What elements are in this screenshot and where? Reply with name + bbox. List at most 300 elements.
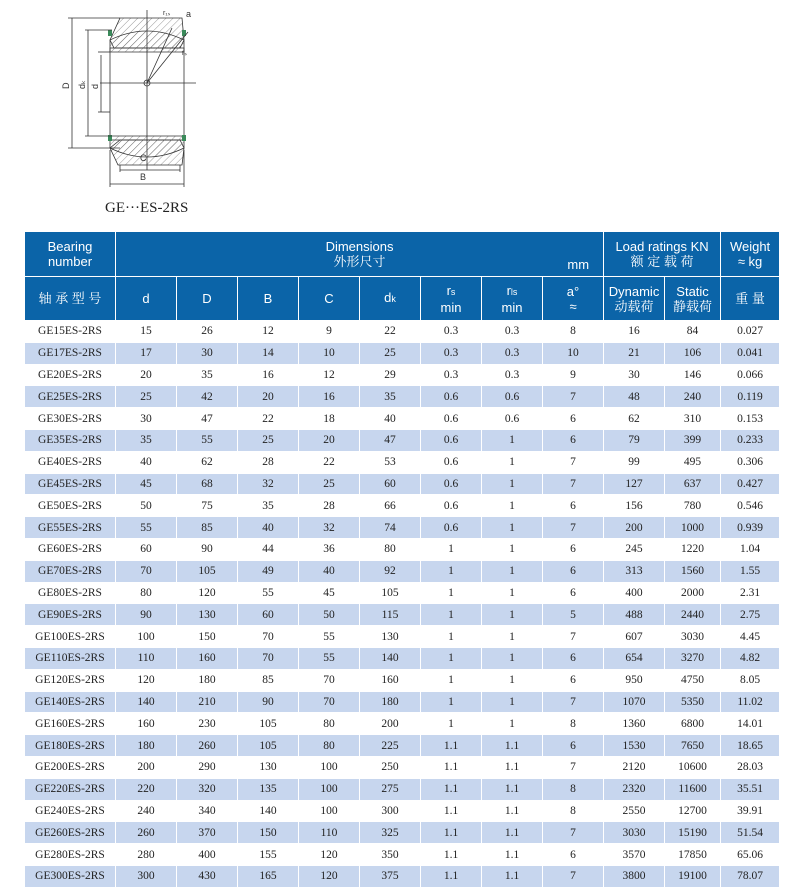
table-cell: 14 (238, 342, 299, 364)
unit-mm: mm (567, 257, 590, 272)
table-cell: 45 (116, 473, 177, 495)
table-cell: 300 (116, 865, 177, 887)
static-label: Static (676, 283, 709, 299)
table-cell: 0.939 (721, 517, 780, 539)
table-cell: 22 (238, 408, 299, 430)
table-cell: 140 (238, 800, 299, 822)
table-cell: 80 (360, 538, 421, 560)
table-cell: 106 (665, 342, 721, 364)
col-r1s (482, 277, 543, 321)
table-cell: 1 (482, 560, 543, 582)
table-cell: 6 (543, 538, 604, 560)
table-cell: 110 (299, 822, 360, 844)
bearing-model-cell: GE60ES-2RS (25, 538, 116, 560)
table-cell: 0.6 (421, 517, 482, 539)
table-cell: 15 (116, 321, 177, 343)
table-cell: 1360 (604, 713, 665, 735)
table-cell: 2320 (604, 778, 665, 800)
table-cell: 1530 (604, 735, 665, 757)
table-cell: 100 (299, 800, 360, 822)
table-cell: 55 (238, 582, 299, 604)
table-cell: 180 (177, 669, 238, 691)
table-cell: 0.6 (482, 386, 543, 408)
table-cell: 150 (177, 626, 238, 648)
table-cell: 40 (116, 451, 177, 473)
table-cell: 120 (299, 844, 360, 866)
table-cell: 250 (360, 756, 421, 778)
table-cell: 35 (116, 429, 177, 451)
table-cell: 20 (116, 364, 177, 386)
table-cell: 47 (360, 429, 421, 451)
table-cell: 7 (543, 517, 604, 539)
label-r1s: r₁ₛ (163, 10, 171, 17)
bearing-model-cell: GE90ES-2RS (25, 604, 116, 626)
table-cell: 1.1 (482, 756, 543, 778)
table-cell: 2440 (665, 604, 721, 626)
table-cell: 155 (238, 844, 299, 866)
table-cell: 1 (482, 429, 543, 451)
table-cell: 60 (360, 473, 421, 495)
table-row (25, 865, 780, 887)
table-cell: 127 (604, 473, 665, 495)
table-cell: 4.82 (721, 647, 780, 669)
bearing-model-cell: GE70ES-2RS (25, 560, 116, 582)
bearing-model-cell: GE300ES-2RS (25, 865, 116, 887)
col-weight-cn: 重 量 (721, 277, 780, 321)
table-cell: 0.066 (721, 364, 780, 386)
bearing-model-cell: GE50ES-2RS (25, 495, 116, 517)
table-cell: 74 (360, 517, 421, 539)
table-cell: 7 (543, 756, 604, 778)
table-cell: 3030 (665, 626, 721, 648)
table-cell: 340 (177, 800, 238, 822)
table-cell: 26 (177, 321, 238, 343)
dimensions-cn: 外形尺寸 (333, 254, 386, 269)
dk-sub: k (391, 294, 396, 304)
dimensions-label: Dimensions (325, 239, 394, 254)
col-static (665, 277, 721, 321)
table-cell: 11.02 (721, 691, 780, 713)
table-cell: 430 (177, 865, 238, 887)
table-cell: 6 (543, 495, 604, 517)
table-cell: 0.546 (721, 495, 780, 517)
table-cell: 28.03 (721, 756, 780, 778)
table-cell: 1 (482, 538, 543, 560)
table-cell: 7 (543, 451, 604, 473)
table-row (25, 800, 780, 822)
table-cell: 55 (116, 517, 177, 539)
table-cell: 0.3 (482, 342, 543, 364)
table-cell: 200 (360, 713, 421, 735)
table-cell: 399 (665, 429, 721, 451)
table-cell: 8 (543, 778, 604, 800)
table-cell: 39.91 (721, 800, 780, 822)
table-cell: 1 (482, 582, 543, 604)
table-cell: 6 (543, 429, 604, 451)
table-row (25, 647, 780, 669)
table-cell: 495 (665, 451, 721, 473)
table-cell: 80 (299, 735, 360, 757)
table-cell: 40 (238, 517, 299, 539)
table-cell: 5350 (665, 691, 721, 713)
table-cell: 6800 (665, 713, 721, 735)
table-cell: 1 (482, 713, 543, 735)
label-C: C (140, 153, 147, 163)
table-cell: 280 (116, 844, 177, 866)
bearing-model-cell: GE17ES-2RS (25, 342, 116, 364)
col-dynamic (604, 277, 665, 321)
table-cell: 120 (299, 865, 360, 887)
table-row (25, 560, 780, 582)
table-cell: 310 (665, 408, 721, 430)
table-cell: 1.1 (421, 844, 482, 866)
table-row (25, 517, 780, 539)
table-row (25, 713, 780, 735)
table-cell: 120 (116, 669, 177, 691)
table-cell: 55 (177, 429, 238, 451)
table-cell: 1000 (665, 517, 721, 539)
table-cell: 1.1 (482, 778, 543, 800)
table-cell: 5 (543, 604, 604, 626)
table-cell: 85 (177, 517, 238, 539)
table-cell: 3270 (665, 647, 721, 669)
table-cell: 25 (238, 429, 299, 451)
table-row (25, 822, 780, 844)
table-cell: 6 (543, 582, 604, 604)
rs-sub: s (450, 286, 456, 297)
table-cell: 105 (238, 735, 299, 757)
table-cell: 17850 (665, 844, 721, 866)
table-row (25, 408, 780, 430)
table-cell: 1 (482, 495, 543, 517)
dynamic-cn: 动载荷 (614, 298, 654, 314)
bearing-model-cell: GE220ES-2RS (25, 778, 116, 800)
table-cell: 6 (543, 669, 604, 691)
table-cell: 20 (238, 386, 299, 408)
table-cell: 7 (543, 473, 604, 495)
table-cell: 607 (604, 626, 665, 648)
table-cell: 1 (482, 517, 543, 539)
table-cell: 350 (360, 844, 421, 866)
table-cell: 92 (360, 560, 421, 582)
table-cell: 4.45 (721, 626, 780, 648)
table-cell: 28 (238, 451, 299, 473)
dynamic-label: Dynamic (608, 283, 660, 299)
table-cell: 0.306 (721, 451, 780, 473)
table-row (25, 429, 780, 451)
label-B: B (140, 172, 147, 182)
table-cell: 62 (177, 451, 238, 473)
table-cell: 220 (116, 778, 177, 800)
table-cell: 6 (543, 735, 604, 757)
table-cell: 200 (604, 517, 665, 539)
table-cell: 70 (116, 560, 177, 582)
table-row (25, 321, 780, 343)
table-cell: 1 (482, 451, 543, 473)
table-cell: 3570 (604, 844, 665, 866)
table-cell: 105 (360, 582, 421, 604)
table-cell: 85 (238, 669, 299, 691)
table-cell: 400 (177, 844, 238, 866)
table-cell: 70 (238, 626, 299, 648)
table-cell: 260 (116, 822, 177, 844)
table-cell: 240 (116, 800, 177, 822)
load-label: Load ratings KN (615, 239, 709, 254)
table-cell: 32 (238, 473, 299, 495)
table-cell: 105 (238, 713, 299, 735)
bearing-model-cell: GE45ES-2RS (25, 473, 116, 495)
table-cell: 80 (116, 582, 177, 604)
table-cell: 105 (177, 560, 238, 582)
col-D: D (177, 277, 238, 321)
table-cell: 1.1 (421, 800, 482, 822)
table-row (25, 364, 780, 386)
table-row (25, 451, 780, 473)
table-cell: 1.1 (421, 778, 482, 800)
table-row (25, 844, 780, 866)
table-cell: 2.75 (721, 604, 780, 626)
table-cell: 1 (421, 560, 482, 582)
col-a (543, 277, 604, 321)
table-cell: 130 (360, 626, 421, 648)
table-cell: 160 (116, 713, 177, 735)
table-row (25, 669, 780, 691)
table-cell: 1.1 (421, 756, 482, 778)
bearing-model-cell: GE160ES-2RS (25, 713, 116, 735)
table-row (25, 582, 780, 604)
weight-label: Weight (729, 239, 771, 254)
table-cell: 320 (177, 778, 238, 800)
table-cell: 6 (543, 844, 604, 866)
table-cell: 1 (482, 626, 543, 648)
a-approx: ≈ (569, 298, 577, 314)
table-cell: 12700 (665, 800, 721, 822)
table-cell: 0.153 (721, 408, 780, 430)
table-cell: 150 (238, 822, 299, 844)
table-cell: 90 (116, 604, 177, 626)
table-cell: 70 (299, 691, 360, 713)
table-cell: 15190 (665, 822, 721, 844)
table-cell: 156 (604, 495, 665, 517)
table-cell: 47 (177, 408, 238, 430)
table-cell: 40 (360, 408, 421, 430)
table-cell: 0.027 (721, 321, 780, 343)
table-cell: 8 (543, 800, 604, 822)
table-cell: 0.6 (421, 408, 482, 430)
table-row (25, 386, 780, 408)
table-cell: 2120 (604, 756, 665, 778)
table-cell: 0.3 (482, 364, 543, 386)
table-cell: 0.6 (421, 495, 482, 517)
table-cell: 1 (421, 538, 482, 560)
table-cell: 8 (543, 321, 604, 343)
table-cell: 3030 (604, 822, 665, 844)
label-a: a (186, 9, 192, 19)
table-cell: 75 (177, 495, 238, 517)
table-cell: 1 (421, 604, 482, 626)
table-cell: 22 (299, 451, 360, 473)
table-cell: 65.06 (721, 844, 780, 866)
table-cell: 1 (421, 669, 482, 691)
label-dk: dₖ (77, 80, 87, 89)
table-cell: 45 (299, 582, 360, 604)
table-cell: 0.119 (721, 386, 780, 408)
table-cell: 7 (543, 865, 604, 887)
table-cell: 130 (177, 604, 238, 626)
table-cell: 90 (177, 538, 238, 560)
rs-min: min (440, 299, 462, 315)
table-cell: 2550 (604, 800, 665, 822)
r1s-sub: ls (510, 286, 518, 297)
table-cell: 21 (604, 342, 665, 364)
col-dk (360, 277, 421, 321)
label-rs: rₛ (182, 50, 187, 57)
table-cell: 0.041 (721, 342, 780, 364)
table-cell: 10600 (665, 756, 721, 778)
table-cell: 120 (177, 582, 238, 604)
table-cell: 8 (543, 713, 604, 735)
table-cell: 0.6 (482, 408, 543, 430)
table-cell: 100 (116, 626, 177, 648)
header-bearing-number: Bearing number (25, 232, 116, 277)
table-cell: 165 (238, 865, 299, 887)
table-cell: 19100 (665, 865, 721, 887)
table-cell: 25 (116, 386, 177, 408)
table-cell: 49 (238, 560, 299, 582)
table-cell: 70 (238, 647, 299, 669)
table-cell: 0.3 (421, 321, 482, 343)
table-cell: 1 (421, 691, 482, 713)
label-d: d (90, 83, 100, 89)
table-cell: 12 (299, 364, 360, 386)
load-cn: 额 定 载 荷 (630, 254, 694, 269)
table-row (25, 495, 780, 517)
table-cell: 17 (116, 342, 177, 364)
table-cell: 42 (177, 386, 238, 408)
table-cell: 100 (299, 778, 360, 800)
table-cell: 1.1 (482, 844, 543, 866)
table-cell: 70 (299, 669, 360, 691)
table-cell: 637 (665, 473, 721, 495)
rs-main: r (446, 282, 451, 298)
table-cell: 1 (482, 473, 543, 495)
table-cell: 48 (604, 386, 665, 408)
table-cell: 44 (238, 538, 299, 560)
bearing-cross-section-diagram (40, 0, 240, 195)
table-cell: 80 (299, 713, 360, 735)
weight-unit: ≈ kg (737, 254, 763, 269)
table-cell: 8.05 (721, 669, 780, 691)
table-cell: 60 (116, 538, 177, 560)
table-cell: 84 (665, 321, 721, 343)
table-cell: 30 (116, 408, 177, 430)
header-weight (721, 232, 780, 277)
r1s-main: r (506, 282, 511, 298)
table-row (25, 604, 780, 626)
table-row (25, 735, 780, 757)
bearing-model-cell: GE20ES-2RS (25, 364, 116, 386)
table-cell: 0.3 (421, 364, 482, 386)
bearing-model-cell: GE100ES-2RS (25, 626, 116, 648)
table-cell: 10 (543, 342, 604, 364)
table-row (25, 473, 780, 495)
bearing-spec-table (24, 231, 780, 888)
table-cell: 130 (238, 756, 299, 778)
table-body (25, 321, 780, 888)
table-cell: 7 (543, 691, 604, 713)
table-cell: 1.04 (721, 538, 780, 560)
table-cell: 6 (543, 408, 604, 430)
table-cell: 30 (604, 364, 665, 386)
bearing-model-cell: GE120ES-2RS (25, 669, 116, 691)
table-cell: 22 (360, 321, 421, 343)
table-cell: 260 (177, 735, 238, 757)
table-cell: 53 (360, 451, 421, 473)
table-cell: 6 (543, 647, 604, 669)
table-row (25, 691, 780, 713)
table-cell: 20 (299, 429, 360, 451)
bearing-model-cell: GE25ES-2RS (25, 386, 116, 408)
label-D: D (61, 82, 71, 89)
table-cell: 1.1 (482, 735, 543, 757)
table-cell: 60 (238, 604, 299, 626)
table-cell: 51.54 (721, 822, 780, 844)
table-cell: 1 (482, 647, 543, 669)
table-cell: 370 (177, 822, 238, 844)
table-cell: 140 (116, 691, 177, 713)
table-cell: 313 (604, 560, 665, 582)
table-cell: 7 (543, 822, 604, 844)
table-cell: 0.3 (421, 342, 482, 364)
table-cell: 654 (604, 647, 665, 669)
table-cell: 6 (543, 560, 604, 582)
table-cell: 780 (665, 495, 721, 517)
bearing-model-cell: GE240ES-2RS (25, 800, 116, 822)
table-cell: 0.6 (421, 429, 482, 451)
table-cell: 400 (604, 582, 665, 604)
table-cell: 32 (299, 517, 360, 539)
bearing-model-cell: GE200ES-2RS (25, 756, 116, 778)
table-cell: 1 (421, 582, 482, 604)
table-cell: 50 (299, 604, 360, 626)
table-cell: 3800 (604, 865, 665, 887)
table-cell: 40 (299, 560, 360, 582)
col-rs (421, 277, 482, 321)
table-cell: 200 (116, 756, 177, 778)
table-cell: 62 (604, 408, 665, 430)
table-cell: 55 (299, 626, 360, 648)
table-cell: 7 (543, 626, 604, 648)
table-cell: 25 (299, 473, 360, 495)
col-d: d (116, 277, 177, 321)
static-cn: 静载荷 (673, 298, 713, 314)
header-load-ratings (604, 232, 721, 277)
dk-main: d (384, 290, 392, 305)
bearing-model-cell: GE180ES-2RS (25, 735, 116, 757)
col-model-cn: 轴 承 型 号 (25, 277, 116, 321)
table-cell: 9 (543, 364, 604, 386)
table-cell: 79 (604, 429, 665, 451)
table-cell: 160 (360, 669, 421, 691)
table-cell: 290 (177, 756, 238, 778)
table-cell: 4750 (665, 669, 721, 691)
table-cell: 210 (177, 691, 238, 713)
table-cell: 135 (238, 778, 299, 800)
table-cell: 1.1 (482, 800, 543, 822)
r1s-min: min (501, 299, 523, 315)
table-cell: 50 (116, 495, 177, 517)
table-cell: 68 (177, 473, 238, 495)
